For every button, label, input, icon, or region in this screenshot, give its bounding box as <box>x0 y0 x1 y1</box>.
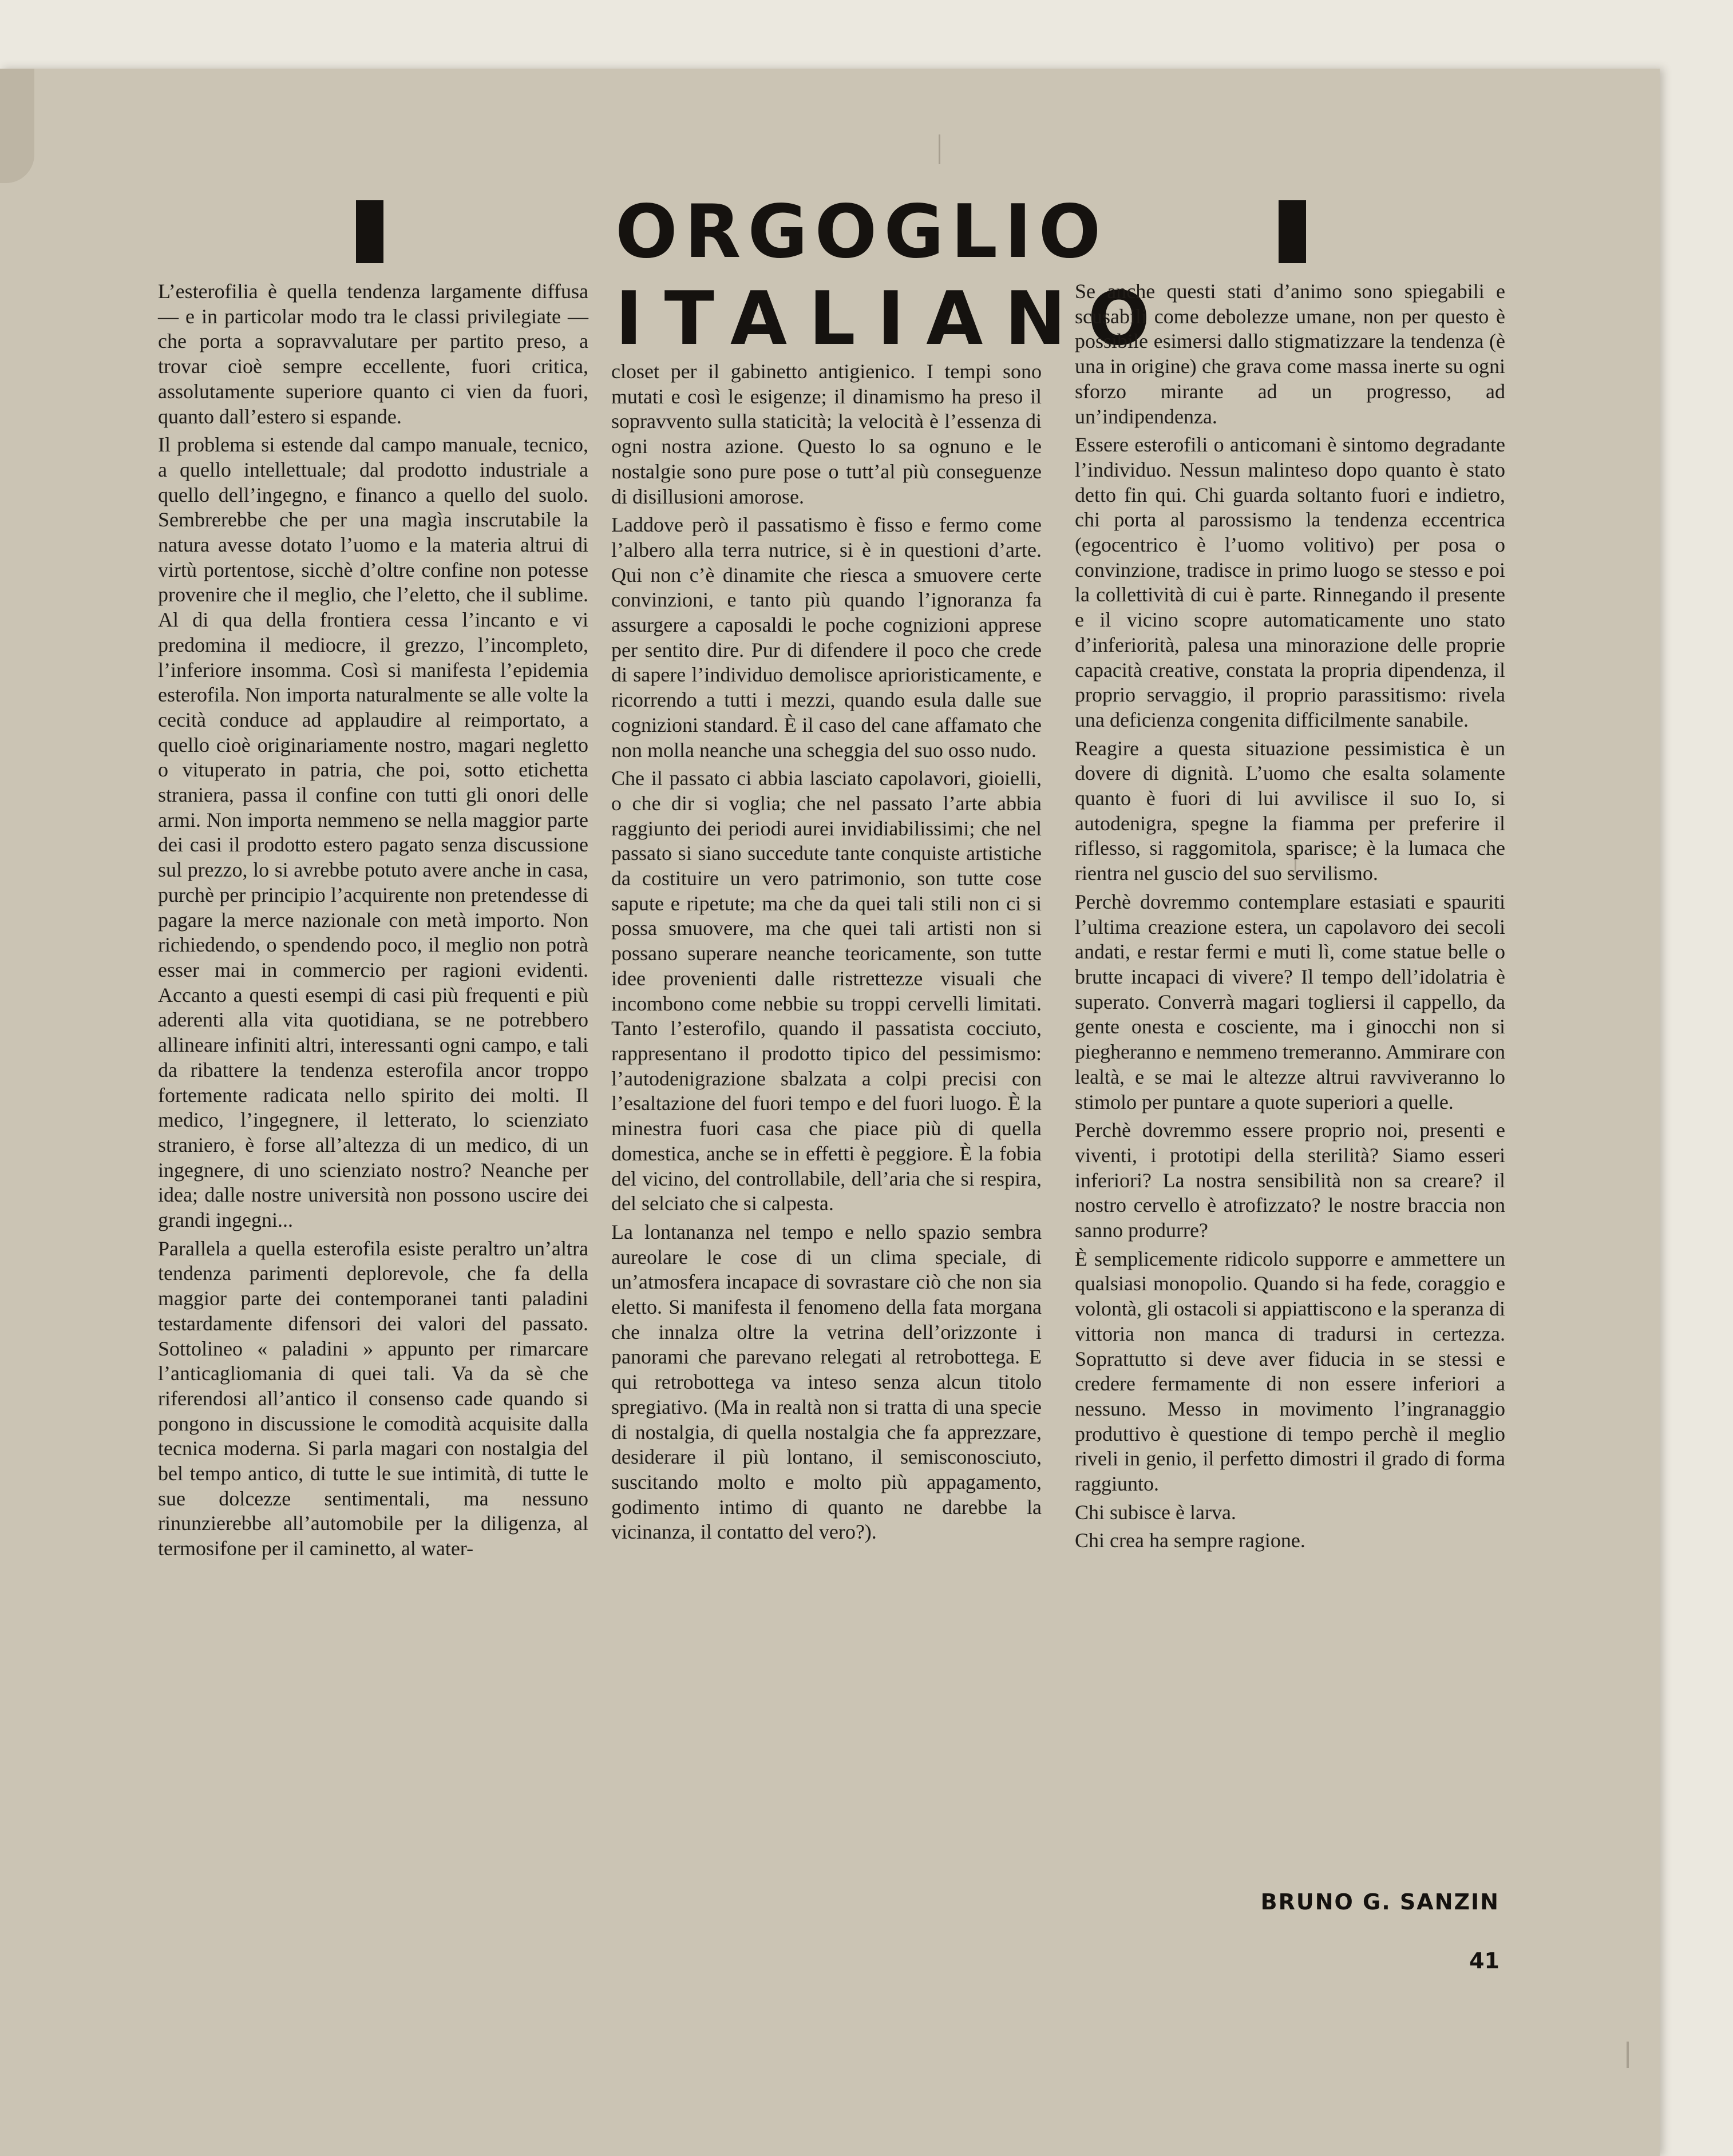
paper-mark <box>939 134 940 164</box>
paragraph: Parallela a quella esterofila esiste peraltro un’altra tendenza parimenti deplorevole, che fa della maggior parte dei contemporanei tanti paladini testardamente difensori dei valori del passato. Sottolineo « paladini » appunto per rimarcare l’anticagliomania di quei tali. Va da sè che riferendosi all’antico il consenso cade quando si pongono in discussione le comodità acquisite dalla tecnica moderna. Si parla magari con nostalgia del bel tempo antico, di tutte le sue intimità, di tutte le sue dolcezze sentimentali, ma nessuno rinunzierebbe all’automobile per la diligenza, al termosifone per il caminetto, al water- <box>158 1236 588 1560</box>
paragraph: Se anche questi stati d’animo sono spiegabili e scusabili come debolezze umane, non per questo è possibile esimersi dallo stigmatizzare la tendenza (è una in origine) che grava come massa inerte su ogni sforzo mirante ad un progresso, ad un’indipendenza. <box>1075 280 1505 428</box>
text-column-2 <box>611 359 1042 1545</box>
paper-mark <box>1627 2042 1629 2068</box>
text-column-1 <box>158 279 588 1561</box>
paragraph: Perchè dovremmo contemplare estasiati e spauriti l’ultima creazione estera, un capolavoro dei secoli andati, e restar fermi e muti lì, come statue belle o brutte incapaci di vivere? Il tempo dell’idolatria è superato. Converrà magari togliersi il cappello, da gente onesta e cosciente, ma i ginocchi non si piegheranno e nemmeno tremeranno. Ammirare con lealtà, e se mai le altezze altrui ravviveranno lo stimolo per puntare a quote superiori a quelle. <box>1075 890 1505 1113</box>
article-title <box>615 189 1172 363</box>
paragraph: È semplicemente ridicolo supporre e ammettere un qualsiasi monopolio. Quando si ha fede, coraggio e volontà, gli ostacoli si appiattiscono e la speranza di vittoria non manca di tradursi in certezza. Soprattutto si deve aver fiducia in se stessi e credere fermamente di non essere inferiori a nessuno. Messo in movimento l’ingranaggio produttivo è questione di tempo perchè il meglio riveli in genio, il perfetto dimostri il grado di forma raggiunto. <box>1075 1247 1505 1496</box>
paragraph: Il problema si estende dal campo manuale, tecnico, a quello intellettuale; dal prodotto industriale a quello dell’ingegno, e financo a quello del suolo. Sembrerebbe che per una magìa inscrutabile la natura avesse dotato l’uomo e la materia altrui di virtù portentose, sicchè d’oltre confine non potesse provenire che il meglio, che l’eletto, che il sublime. Al di qua della frontiera cessa l’incanto e vi predomina il mediocre, il grezzo, l’incompleto, l’inferiore insomma. Così si manifesta l’epidemia esterofila. Non importa naturalmente se alle volte la cecità conduce ad applaudire al reimportato, a quello cioè originariamente nostro, magari negletto o vituperato in patria, che poi, sotto etichetta straniera, passa il confine con tutti gli onori delle armi. Non importa nemmeno se nella maggior parte dei casi il prodotto estero pagato senza discussione sul prezzo, lo si avrebbe potuto avere anche in casa, purchè per principio l’acquirente non pretendesse di pagare la merce nazionale con metà importo. Non richiedendo, o spendendo poco, il meglio non potrà esser mai in commercio per ragioni evidenti. Accanto a questi esempi di casi più frequenti e più aderenti alla vita quotidiana, se ne potrebbero allineare infiniti altri, interessanti ogni campo, e tali da ribattere la tendenza esterofila ancor troppo fortemente radicata nello spirito dei molti. Il medico, l’ingegnere, il letterato, lo scienziato straniero, è forse all’altezza di un medico, di un ingegnere, di uno scienziato nostro? Neanche per idea; dalle nostre università non possono uscire dei grandi ingegni... <box>158 433 588 1232</box>
paragraph: Chi crea ha sempre ragione. <box>1075 1529 1305 1552</box>
title-line-1: ORGOGLIO <box>615 189 1108 275</box>
page-corner-fold <box>0 69 34 183</box>
paragraph: closet per il gabinetto antigienico. I tempi sono mutati e così le esigenze; il dinamismo ha preso il sopravvento sulla staticità; la velocità è l’essenza di ogni nostra azione. Questo lo sa ognuno e le nostalgie sono pure pose o tutt’al più conseguenze di disillusioni amorose. <box>611 360 1042 508</box>
title-line-2: ITALIANO <box>615 276 1172 362</box>
paragraph: Che il passato ci abbia lasciato capolavori, gioielli, o che dir si voglia; che nel passato l’arte abbia raggiunto dei periodi aurei invidiabilissimi; che nel passato si siano succedute tante conquiste artistiche da costituire un vero patrimonio, son tutte cose sapute e ripetute; ma che da quei tali stili non ci si possa smuovere, ma che quei tali artisti non si possano superare neanche teoricamente, son tutte idee provenienti dalle ristrettezze visuali che incombono come nebbie su troppi cervelli limitati. Tanto l’esterofilo, quando il passatista cocciuto, rappresentano il prodotto tipico del pessimismo: l’autodenigrazione sbalzata a colpi precisi con l’esaltazione del fuori tempo e del fuori luogo. È la minestra fuori casa che piace più di quella domestica, anche se in effetti è peggiore. È la fobia del vicino, del controllabile, dell’aria che si respira, del selciato che si calpesta. <box>611 767 1042 1215</box>
paragraph: Chi subisce è larva. <box>1075 1500 1236 1524</box>
paragraph: Reagire a questa situazione pessimistica è un dovere di dignità. L’uomo che esalta solamente quanto è fuori di lui avvilisce il suo Io, si autodenigra, spegne la fiamma per preferire il riflesso, si raggomitola, sparisce; è la lumaca che rientra nel guscio del suo servilismo. <box>1075 736 1505 885</box>
page-number: 41 <box>1469 1948 1499 1973</box>
title-bar-left <box>356 200 383 263</box>
author-signature: BRUNO G. SANZIN <box>1260 1889 1499 1915</box>
paragraph: Essere esterofili o anticomani è sintomo degradante l’individuo. Nessun malinteso dopo quanto è stato detto fin qui. Chi guarda soltanto fuori e indietro, chi porta al parossismo la tendenza eccentrica (egocentrico è l’uomo volitivo) per posa o convinzione, tradisce in primo luogo se stesso e poi la collettività di cui è parte. Rinnegando il presente e il vicino scopre automaticamente uno stato d’inferiorità, palesa una minorazione delle proprie capacità creative, constata la propria dipendenza, il proprio servaggio, il proprio parassitismo: rivela una deficienza congenita difficilmente sanabile. <box>1075 433 1505 731</box>
paragraph: L’esterofilia è quella tendenza largamente diffusa — e in particolar modo tra le classi privilegiate — che porta a sopravvalutare per partito preso, a trovar cioè sempre eccellente, fuori critica, assolutamente superiore quanto ci vien da fuori, quanto dall’estero si espande. <box>158 280 588 428</box>
paragraph: Laddove però il passatismo è fisso e fermo come l’albero alla terra nutrice, si è in questioni d’arte. Qui non c’è dinamite che riesca a smuovere certe convinzioni, e tanto più quando l’ignoranza fa assurgere a caposaldi le poche cognizioni apprese per sentito dire. Pur di difendere il poco che crede di sapere l’individuo demolisce aprioristicamente, e ricorrendo a tutti i mezzi, quando esula dalle sue cognizioni standard. È il caso del cane affamato che non molla neanche una scheggia del suo osso nudo. <box>611 513 1042 762</box>
paragraph: La lontananza nel tempo e nello spazio sembra aureolare le cose di un clima speciale, di un’atmosfera incapace di sovrastare ciò che non sia eletto. Si manifesta il fenomeno della fata morgana che innalza oltre la vetrina dell’orizzonte i panorami che parevano relegati al retrobottega. E qui retrobottega va inteso senza alcun titolo spregiativo. (Ma in realtà non si tratta di una specie di nostalgia, di quella nostalgia che fa apprezzare, desiderare il più lontano, il semisconosciuto, suscitando molto e molto più appagamento, godimento intimo di quanto ne darebbe la vicinanza, il contatto del vero?). <box>611 1220 1042 1544</box>
title-bar-right <box>1279 200 1306 263</box>
paragraph: Perchè dovremmo essere proprio noi, presenti e viventi, i prototipi della sterilità? Siamo esseri inferiori? La nostra sensibilità non sa creare? il nostro cervello è atrofizzato? le nostre braccia non sanno produrre? <box>1075 1119 1505 1242</box>
text-column-3 <box>1075 279 1505 1553</box>
